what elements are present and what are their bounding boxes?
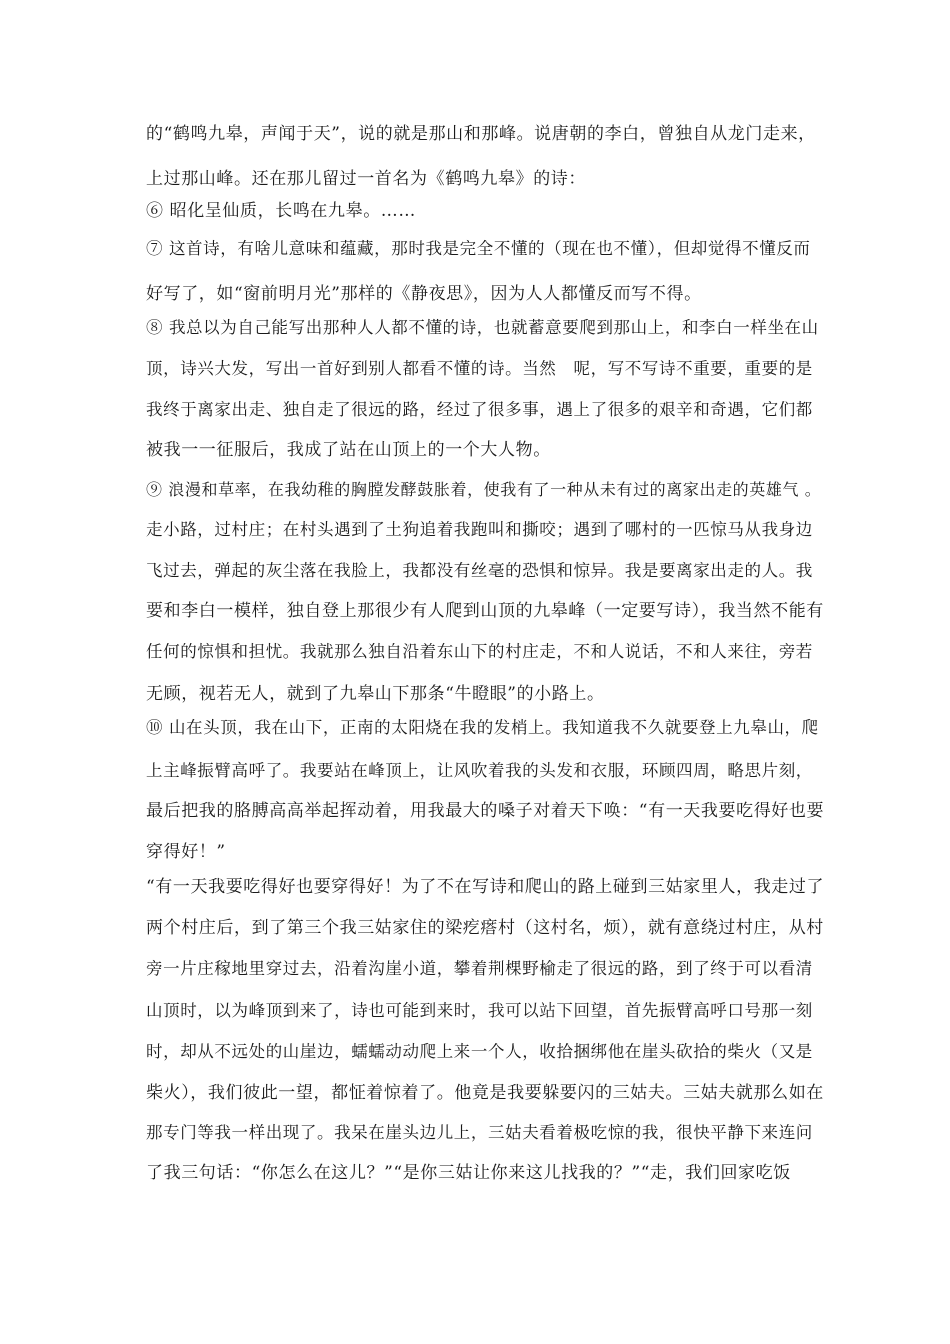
text-line: 了我三句话：“你怎么在这儿？”“是你三姑让你来这儿找我的？”“走，我们回家吃饭 [146,1163,791,1183]
text-line: 上主峰振臂高呼了。我要站在峰顶上，让风吹着我的头发和衣服，环顾四周，略思片刻， [146,761,813,780]
text-line: 旁一片庄稼地里穿过去，沿着沟崖小道，攀着荆棵野榆走了很远的路，到了终于可以看清 [146,959,813,978]
text-line: ⑨ 浪漫和草率，在我幼稚的胸膛发酵鼓胀着，使我有了一种从未有过的离家出走的英雄气 。 [146,480,822,499]
text-line: 柴火），我们彼此一望，都怔着惊着了。他竟是我要躲要闪的三姑夫。三姑夫就那么如在 [146,1083,824,1103]
text-line: 好写了，如“窗前明月光”那样的《静夜思》，因为人人都懂反而写不得。 [146,284,702,304]
text-line: 两个村庄后，到了第三个我三姑家住的梁疙瘩村（这村名，烦），就有意绕过村庄，从村 [146,918,824,938]
text-line: 时，却从不远处的山崖边，蠕蠕动动爬上来一个人，收拾捆绑他在崖头砍拾的柴火（又是 [146,1042,813,1061]
text-line: ⑥ 昭化呈仙质，长鸣在九皋。…… [146,201,417,221]
text-line: 最后把我的胳膊高高举起挥动着，用我最大的嗓子对着天下唤：“有一天我要吃得好也要 [146,801,825,821]
text-line: “有一天我要吃得好也要穿得好！为了不在写诗和爬山的路上碰到三姑家里人，我走过了 [146,877,825,897]
text-line: 的“鹤鸣九皋，声闻于天”，说的就是那山和那峰。说唐朝的李白，曾独自从龙门走来， [146,124,816,144]
text-line: 那专门等我一样出现了。我呆在崖头边儿上，三姑夫看着极吃惊的我，很快平静下来连问 [146,1123,813,1142]
text-line: 走小路，过村庄；在村头遇到了土狗追着我跑叫和撕咬；遇到了哪村的一匹惊马从我身边 [146,520,813,539]
text-line: 无顾，视若无人，就到了九皋山下那条“牛瞪眼”的小路上。 [146,684,605,704]
text-line: ⑩ 山在头顶，我在山下，正南的太阳烧在我的发梢上。我知道我不久就要登上九皋山，爬 [146,718,819,737]
text-line: 山顶时，以为峰顶到来了，诗也可能到来时，我可以站下回望，首先振臂高呼口号那一刻 [146,1001,813,1020]
text-line: 被我一一征服后，我成了站在山顶上的一个大人物。 [146,440,551,460]
text-line: 穿得好！” [146,842,226,862]
text-line: 任何的惊惧和担忧。我就那么独自沿着东山下的村庄走，不和人说话，不和人来往，旁若 [146,642,813,661]
text-line: 要和李白一模样，独自登上那很少有人爬到山顶的九皋峰（一定要写诗），我当然不能有 [146,601,824,621]
text-line: ⑧ 我总以为自己能写出那种人人都不懂的诗，也就蓄意要爬到那山上，和李白一样坐在山 [146,318,819,337]
text-line: 上过那山峰。还在那儿留过一首名为《鹤鸣九皋》的诗： [146,169,586,189]
text-line: 我终于离家出走、独自走了很远的路，经过了很多事，遇上了很多的艰辛和奇遇，它们都 [146,400,813,419]
text-line: 飞过去，弹起的灰尘落在我脸上，我都没有丝毫的恐惧和惊异。我是要离家出走的人。我 [146,561,813,580]
text-line: 顶，诗兴大发，写出一首好到别人都看不懂的诗。当然 呢，写不写诗不重要，重要的是 [146,359,813,378]
text-line: ⑦ 这首诗，有啥儿意味和蕴藏，那时我是完全不懂的（现在也不懂），但却觉得不懂反而 [146,239,811,258]
